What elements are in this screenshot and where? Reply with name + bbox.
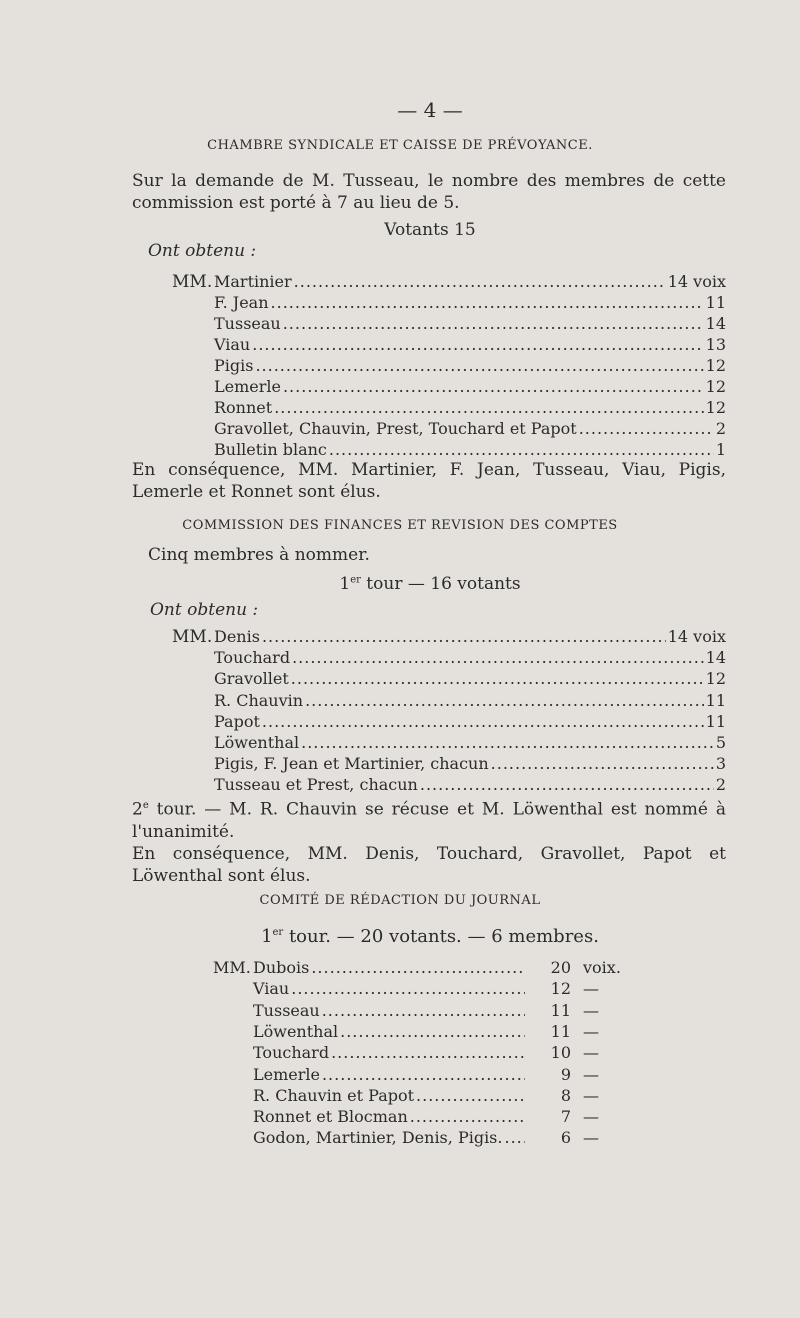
candidate-name: Ronnet et Blocman (253, 1107, 408, 1127)
dot-leader (305, 691, 704, 710)
page-number: — 4 — (397, 98, 463, 122)
vote-count: 11 (705, 711, 726, 731)
section-heading-commission-finances: COMMISSION DES FINANCES ET REVISION DES COMPTES (182, 518, 618, 533)
dot-leader (491, 754, 714, 773)
vote-unit: — (583, 1085, 599, 1105)
dot-leader (322, 1001, 525, 1020)
vote-count: 12 (550, 979, 571, 999)
result-row (214, 356, 726, 376)
section2-tour: 1er tour — 16 votants (339, 574, 521, 594)
vote-count: 5 (715, 733, 726, 752)
candidate-name: Bulletin blanc (214, 440, 327, 459)
candidate-name: Touchard (253, 1043, 330, 1063)
candidate-name: R. Chauvin (214, 690, 304, 710)
vote-unit: — (583, 979, 599, 999)
section1-conclusion: En conséquence, MM. Martinier, F. Jean, Tusseau, Viau, Pigis, Lemerle et Ronnet sont élus. (132, 460, 726, 502)
vote-count: 9 (560, 1064, 571, 1084)
result-row (253, 958, 643, 978)
candidate-name: Tusseau et Prest, chacun (214, 775, 418, 795)
vote-count: 6 (560, 1128, 571, 1148)
section2-intro: Cinq membres à nommer. (148, 545, 370, 565)
vote-count: 14 voix (667, 272, 726, 291)
dot-leader (252, 335, 703, 354)
vote-count: 1 (715, 440, 726, 459)
section1-mm: MM. (172, 272, 213, 292)
candidate-name: Denis (214, 627, 260, 646)
section-heading-chambre-syndicale: CHAMBRE SYNDICALE ET CAISSE DE PRÉVOYANCE. (207, 138, 593, 153)
result-row (253, 979, 643, 999)
dot-leader (416, 1086, 525, 1105)
result-row (253, 1107, 643, 1127)
vote-count: 2 (715, 419, 726, 438)
result-row (214, 669, 726, 689)
dot-leader (410, 1107, 525, 1126)
dot-leader (579, 419, 714, 438)
dot-leader (311, 958, 525, 977)
section1-votants: Votants 15 (384, 220, 476, 240)
candidate-name: Pigis, F. Jean et Martinier, chacun (214, 754, 489, 774)
vote-count: 13 (705, 335, 726, 354)
candidate-name: Dubois (253, 958, 310, 977)
dot-leader (291, 669, 704, 688)
dot-leader (291, 979, 525, 998)
candidate-name: Papot (214, 711, 260, 731)
candidate-name: Pigis (214, 356, 254, 375)
result-row (214, 754, 726, 774)
result-row (214, 712, 726, 732)
candidate-name: Gravollet (214, 669, 289, 689)
candidate-name: Viau (214, 335, 251, 354)
dot-leader (340, 1022, 525, 1041)
vote-unit: — (583, 1021, 599, 1041)
vote-count: 20 (550, 958, 571, 977)
vote-count: 12 (705, 669, 726, 689)
vote-unit: — (583, 1107, 599, 1127)
candidate-name: Tusseau (214, 314, 281, 333)
vote-count: 11 (550, 1000, 571, 1020)
dot-leader (283, 314, 704, 333)
section3-mm: MM. (213, 958, 251, 977)
dot-leader (274, 398, 703, 417)
result-row (253, 1043, 643, 1063)
dot-leader (322, 1065, 525, 1084)
vote-unit: — (583, 1000, 599, 1020)
vote-count: 11 (705, 690, 726, 710)
candidate-name: Martinier (214, 272, 292, 291)
vote-count: 10 (550, 1043, 571, 1063)
result-row (214, 775, 726, 795)
dot-leader (292, 648, 704, 667)
vote-count: 11 (550, 1021, 571, 1041)
result-row (253, 1065, 643, 1085)
dot-leader (504, 1128, 525, 1147)
candidate-name: Ronnet (214, 398, 273, 417)
result-row (214, 293, 726, 313)
section2-second-tour: 2e tour. — M. R. Chauvin se récuse et M. Löwenthal est nommé à l'unanimité. (132, 799, 726, 842)
vote-count: 12 (705, 377, 726, 396)
vote-count: 12 (705, 398, 726, 417)
result-row (214, 419, 726, 439)
dot-leader (420, 775, 714, 794)
result-row (253, 1128, 643, 1148)
dot-leader (331, 1043, 525, 1062)
candidate-name: R. Chauvin et Papot (253, 1085, 415, 1105)
result-row (214, 398, 726, 418)
vote-unit: voix. (583, 958, 621, 977)
dot-leader (283, 377, 704, 396)
result-row (253, 1001, 643, 1021)
result-row (214, 440, 726, 460)
section2-conclusion: En conséquence, MM. Denis, Touchard, Gravollet, Papot et Löwenthal sont élus. (132, 844, 726, 886)
candidate-name: Viau (253, 979, 290, 999)
vote-count: 11 (705, 293, 726, 312)
vote-unit: — (583, 1128, 599, 1148)
dot-leader (294, 272, 666, 291)
dot-leader (271, 293, 704, 312)
candidate-name: F. Jean (214, 293, 269, 312)
vote-count: 12 (705, 356, 726, 375)
vote-count: 14 (705, 648, 726, 668)
candidate-name: Tusseau (253, 1000, 320, 1020)
vote-unit: — (583, 1043, 599, 1063)
result-row (214, 648, 726, 668)
candidate-name: Löwenthal (214, 733, 300, 752)
result-row (214, 691, 726, 711)
result-row (214, 377, 726, 397)
result-row (214, 335, 726, 355)
candidate-name: Lemerle (253, 1064, 320, 1084)
candidate-name: Lemerle (214, 377, 281, 396)
vote-count: 14 voix (667, 627, 726, 646)
result-row (214, 314, 726, 334)
result-row (214, 272, 726, 292)
section1-ont-obtenu: Ont obtenu : (148, 241, 257, 261)
dot-leader (329, 440, 714, 459)
vote-unit: — (583, 1064, 599, 1084)
vote-count: 2 (715, 775, 726, 795)
dot-leader (262, 627, 666, 646)
vote-count: 3 (715, 754, 726, 774)
result-row (214, 627, 726, 647)
section2-mm: MM. (172, 627, 213, 647)
candidate-name: Godon, Martinier, Denis, Pigis. (253, 1128, 503, 1148)
dot-leader (262, 712, 704, 731)
section3-tour: 1er tour. — 20 votants. — 6 membres. (261, 926, 599, 947)
dot-leader (301, 733, 714, 752)
section-heading-comite-redaction: COMITÉ DE RÉDACTION DU JOURNAL (259, 893, 541, 908)
vote-count: 14 (705, 314, 726, 333)
vote-count: 8 (560, 1085, 571, 1105)
result-row (214, 733, 726, 753)
result-row (253, 1022, 643, 1042)
result-row (253, 1086, 643, 1106)
candidate-name: Touchard (214, 648, 291, 668)
candidate-name: Löwenthal (253, 1021, 339, 1041)
section1-intro: Sur la demande de M. Tusseau, le nombre des membres de cette commission est porté à 7 au lieu de 5. (132, 171, 726, 213)
dot-leader (255, 356, 703, 375)
section2-ont-obtenu: Ont obtenu : (150, 600, 259, 620)
candidate-name: Gravollet, Chauvin, Prest, Touchard et Papot (214, 419, 577, 438)
vote-count: 7 (560, 1107, 571, 1127)
